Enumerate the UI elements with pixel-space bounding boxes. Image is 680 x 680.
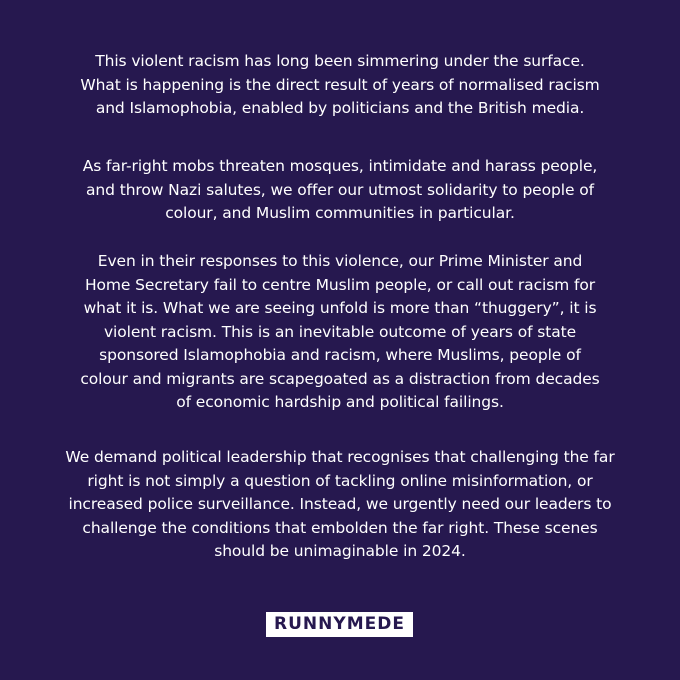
paragraph-line: of economic hardship and political failings. [176,393,504,411]
paragraph-line: Even in their responses to this violence, our Prime Minister and [97,252,583,270]
paragraph-line: increased police surveillance. Instead, we urgently need our leaders to [68,495,612,513]
paragraph-line: right is not simply a question of tackling online misinformation, or [87,471,593,490]
paragraph-2 [40,155,640,226]
paragraph-line: violent racism. This is an inevitable outcome of years of state [103,322,577,341]
paragraph-line: sponsored Islamophobia and racism, where Muslims, people of [99,346,581,364]
paragraph-line: colour and migrants are scapegoated as a distraction from decades [80,369,600,388]
paragraph-line: challenge the conditions that embolden the far right. These scenes [82,518,598,537]
paragraph-line: what it is. What we are seeing unfold is more than “thuggery”, it is [83,299,597,317]
paragraph-1 [40,50,640,121]
paragraph-line: and throw Nazi salutes, we offer our utmost solidarity to people of [86,180,594,199]
paragraph-line: should be unimaginable in 2024. [214,542,466,560]
paragraph-line: Home Secretary fail to centre Muslim people, or call out racism for [84,275,596,294]
paragraph-line: What is happening is the direct result of years of normalised racism [80,75,600,94]
paragraph-line: colour, and Muslim communities in particular. [165,204,515,222]
paragraph-line: As far-right mobs threaten mosques, intimidate and harass people, [82,157,598,175]
logo-wordmark: RUNNYMEDE [274,614,405,634]
paragraph-3 [40,250,640,415]
paragraph-line: and Islamophobia, enabled by politicians and the British media. [95,99,585,117]
paragraph-line: This violent racism has long been simmering under the surface. [95,52,585,70]
runnymede-logo [266,612,413,637]
paragraph-line: We demand political leadership that recognises that challenging the far [65,448,615,466]
paragraph-4 [40,446,640,564]
